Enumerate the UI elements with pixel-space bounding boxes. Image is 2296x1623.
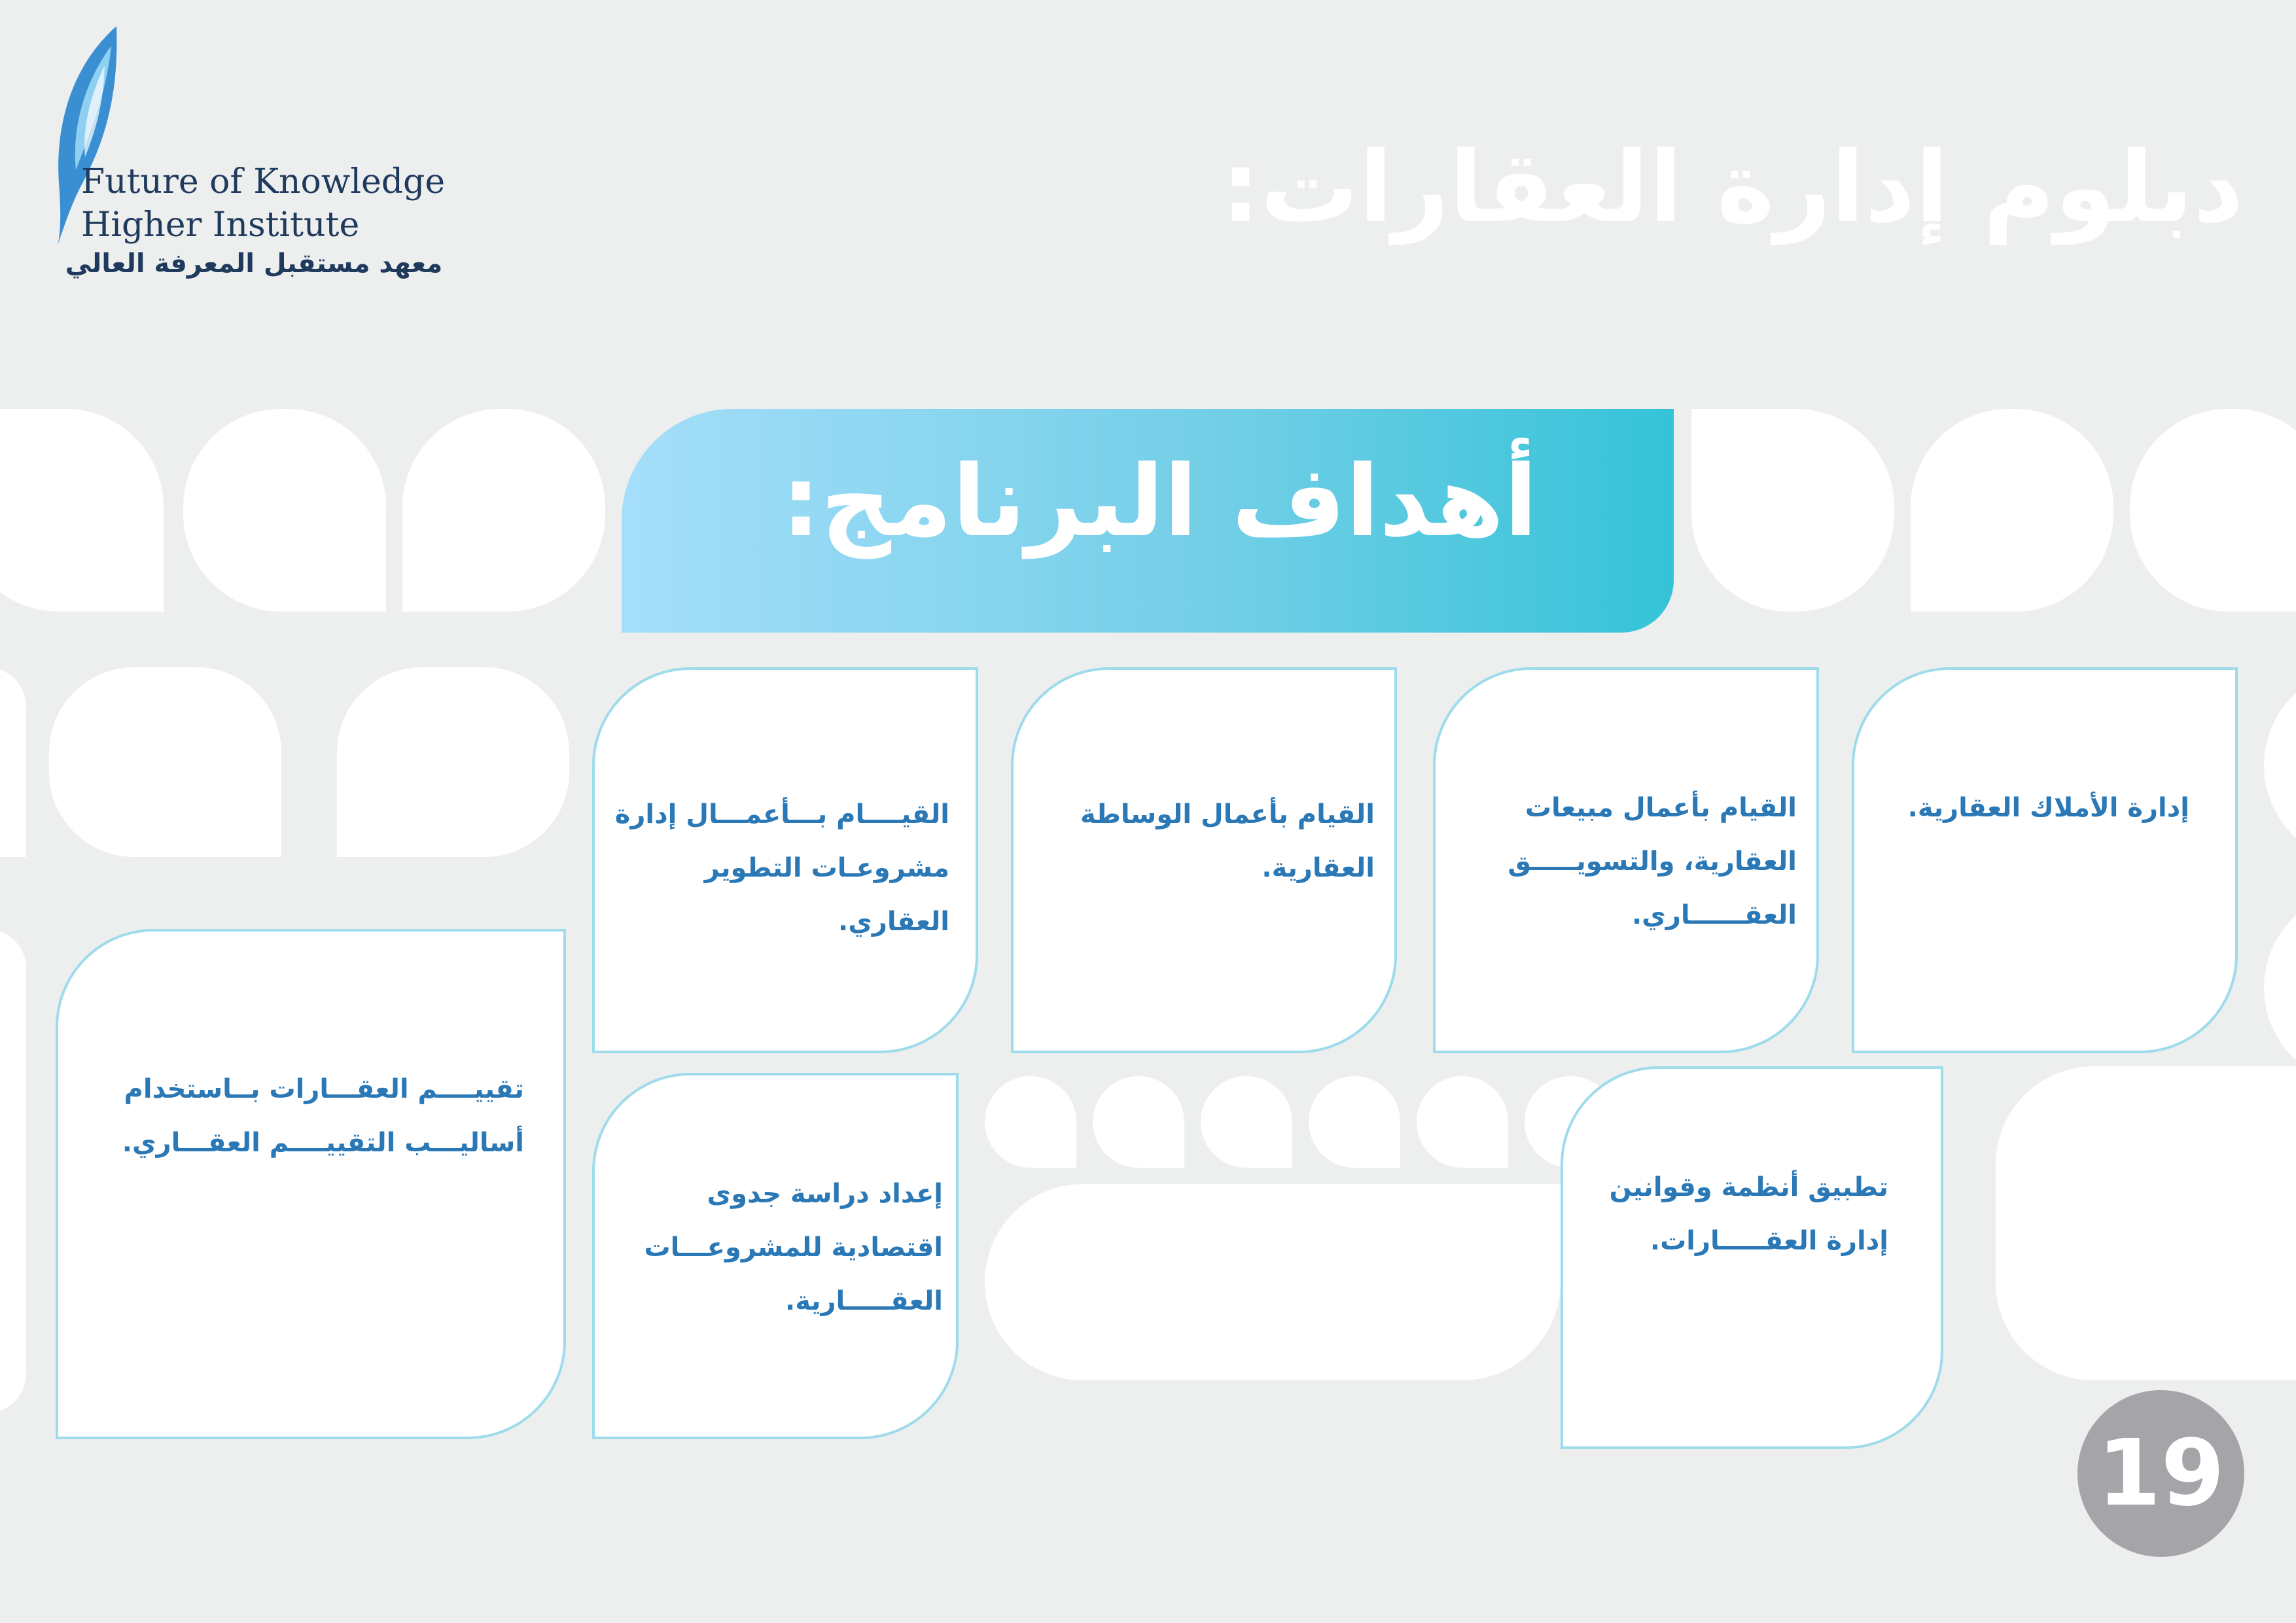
institute-logo: [46, 26, 478, 301]
objective-card: [592, 1073, 959, 1439]
objective-card: [1433, 667, 1819, 1053]
objective-text: إدارة الأملاك العقارية.: [1907, 793, 2189, 823]
objective-card: [1011, 667, 1397, 1053]
background-shape: [2130, 409, 2296, 612]
institute-name-ar: معهد مستقبل المعرفة العالي: [65, 249, 443, 279]
background-shape: [1093, 1076, 1184, 1168]
objective-text: إعداد دراسة جدوى اقتصادية للمشروعـــات العقـــــارية.: [644, 1179, 943, 1316]
objective-card: [1852, 667, 2238, 1053]
background-shape: [0, 409, 164, 612]
page-number-badge: 19: [2077, 1390, 2244, 1557]
background-shape: [402, 409, 605, 612]
objective-text: القيام بأعمال الوساطة العقارية.: [1080, 799, 1375, 883]
section-banner: [622, 409, 1674, 633]
institute-name-en: Future of Knowledge Higher Institute: [81, 162, 446, 245]
background-shape: [0, 667, 26, 857]
background-shape: [2264, 890, 2296, 1086]
background-shape: [985, 1184, 1561, 1380]
background-shape: [1201, 1076, 1292, 1168]
objective-text: القيام بأعمال مبيعات العقارية، والتسويـــــق العقــــــاري.: [1508, 793, 1797, 930]
objective-text: تطبيق أنظمة وقوانين إدارة العقـــــارات.: [1609, 1172, 1888, 1256]
background-shape: [2264, 667, 2296, 864]
background-shape: [1996, 1066, 2296, 1380]
background-shape: [0, 929, 26, 1413]
background-shape: [1417, 1076, 1508, 1168]
objective-text: القيــــام بـــأعمـــال إدارة مشروعـات التطوير العقاري.: [614, 799, 949, 937]
background-shape: [1911, 409, 2113, 612]
page-title: دبلوم إدارة العقارات:: [1221, 131, 2244, 245]
background-shape: [1309, 1076, 1400, 1168]
objective-card: [592, 667, 978, 1053]
background-shape: [49, 667, 281, 857]
background-shape: [1691, 409, 1894, 612]
objective-card: [1561, 1066, 1943, 1449]
section-title: أهداف البرنامج:: [781, 445, 1538, 559]
background-shape: [183, 409, 386, 612]
background-shape: [337, 667, 569, 857]
objective-text: تقييــــم العقـــارات بــاستخدام أساليـــب التقييــــم العقـــاري.: [122, 1074, 524, 1158]
background-shape: [985, 1076, 1076, 1168]
objective-card: [56, 929, 566, 1439]
